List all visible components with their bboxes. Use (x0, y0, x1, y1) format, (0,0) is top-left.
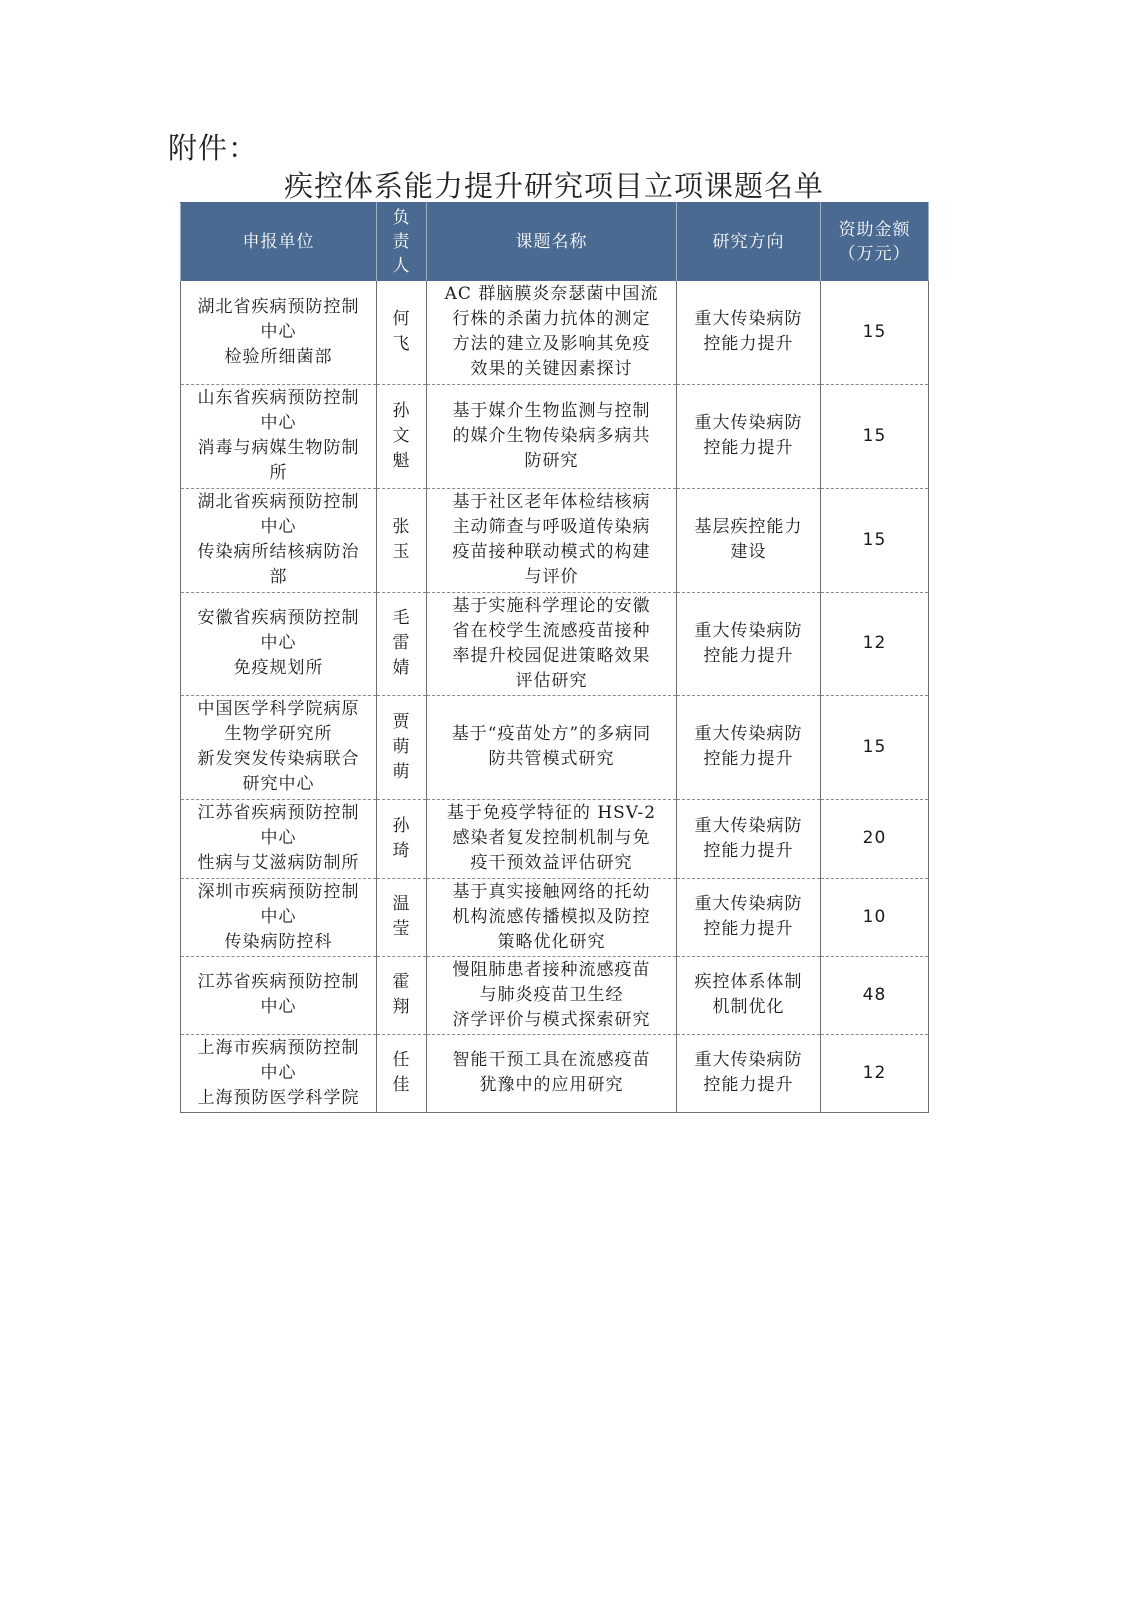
cell-direction: 基层疾控能力 建设 (677, 488, 821, 592)
cell-direction: 重大传染病防 控能力提升 (677, 384, 821, 488)
header-unit: 申报单位 (181, 203, 377, 282)
table-header-row (181, 203, 929, 282)
cell-topic: 智能干预工具在流感疫苗 犹豫中的应用研究 (427, 1034, 677, 1112)
cell-direction: 重大传染病防 控能力提升 (677, 799, 821, 878)
cell-unit: 上海市疾病预防控制 中心 上海预防医学科学院 (181, 1034, 377, 1112)
cell-person: 贾 萌 萌 (377, 695, 427, 799)
cell-person: 孙 琦 (377, 799, 427, 878)
cell-unit: 深圳市疾病预防控制 中心 传染病防控科 (181, 878, 377, 956)
attachment-label: 附件： (168, 131, 259, 165)
cell-person: 张 玉 (377, 488, 427, 592)
document-title: 疾控体系能力提升研究项目立项课题名单 (283, 169, 824, 203)
header-direction: 研究方向 (677, 203, 821, 282)
table-row (181, 592, 929, 695)
cell-topic: 基于媒介生物监测与控制 的媒介生物传染病多病共 防研究 (427, 384, 677, 488)
table-row (181, 878, 929, 956)
cell-direction: 重大传染病防 控能力提升 (677, 1034, 821, 1112)
cell-person: 何 飞 (377, 281, 427, 384)
header-topic: 课题名称 (427, 203, 677, 282)
project-list-table (180, 202, 929, 1113)
cell-unit: 湖北省疾病预防控制 中心 检验所细菌部 (181, 281, 377, 384)
cell-amount: 12 (821, 592, 929, 695)
cell-topic: 基于社区老年体检结核病 主动筛查与呼吸道传染病 疫苗接种联动模式的构建 与评价 (427, 488, 677, 592)
cell-unit: 中国医学科学院病原 生物学研究所 新发突发传染病联合 研究中心 (181, 695, 377, 799)
table-row (181, 956, 929, 1034)
cell-topic: 基于实施科学理论的安徽 省在校学生流感疫苗接种 率提升校园促进策略效果 评估研究 (427, 592, 677, 695)
cell-person: 毛 雷 婧 (377, 592, 427, 695)
cell-direction: 重大传染病防 控能力提升 (677, 695, 821, 799)
cell-unit: 山东省疾病预防控制 中心 消毒与病媒生物防制 所 (181, 384, 377, 488)
cell-person: 任 佳 (377, 1034, 427, 1112)
header-amount: 资助金额 （万元） (821, 203, 929, 282)
cell-amount: 15 (821, 488, 929, 592)
cell-topic: AC 群脑膜炎奈瑟菌中国流 行株的杀菌力抗体的测定 方法的建立及影响其免疫 效果的关键因素探讨 (427, 281, 677, 384)
cell-amount: 15 (821, 281, 929, 384)
table-row (181, 799, 929, 878)
cell-amount: 48 (821, 956, 929, 1034)
cell-person: 孙 文 魁 (377, 384, 427, 488)
cell-unit: 江苏省疾病预防控制 中心 性病与艾滋病防制所 (181, 799, 377, 878)
cell-unit: 江苏省疾病预防控制 中心 (181, 956, 377, 1034)
cell-topic: 基于真实接触网络的托幼 机构流感传播模拟及防控 策略优化研究 (427, 878, 677, 956)
cell-amount: 10 (821, 878, 929, 956)
cell-direction: 重大传染病防 控能力提升 (677, 592, 821, 695)
cell-topic: 基于“疫苗处方”的多病同 防共管模式研究 (427, 695, 677, 799)
cell-amount: 15 (821, 695, 929, 799)
table-row (181, 281, 929, 384)
cell-direction: 重大传染病防 控能力提升 (677, 281, 821, 384)
cell-unit: 安徽省疾病预防控制 中心 免疫规划所 (181, 592, 377, 695)
cell-amount: 12 (821, 1034, 929, 1112)
table-row (181, 384, 929, 488)
table-row (181, 695, 929, 799)
cell-topic: 基于免疫学特征的 HSV-2 感染者复发控制机制与免 疫干预效益评估研究 (427, 799, 677, 878)
cell-unit: 湖北省疾病预防控制 中心 传染病所结核病防治 部 (181, 488, 377, 592)
cell-amount: 20 (821, 799, 929, 878)
cell-person: 温 莹 (377, 878, 427, 956)
cell-direction: 重大传染病防 控能力提升 (677, 878, 821, 956)
cell-amount: 15 (821, 384, 929, 488)
cell-person: 霍 翔 (377, 956, 427, 1034)
cell-direction: 疾控体系体制 机制优化 (677, 956, 821, 1034)
table-row (181, 488, 929, 592)
cell-topic: 慢阻肺患者接种流感疫苗 与肺炎疫苗卫生经 济学评价与模式探索研究 (427, 956, 677, 1034)
header-person: 负 责 人 (377, 203, 427, 282)
table-row (181, 1034, 929, 1112)
